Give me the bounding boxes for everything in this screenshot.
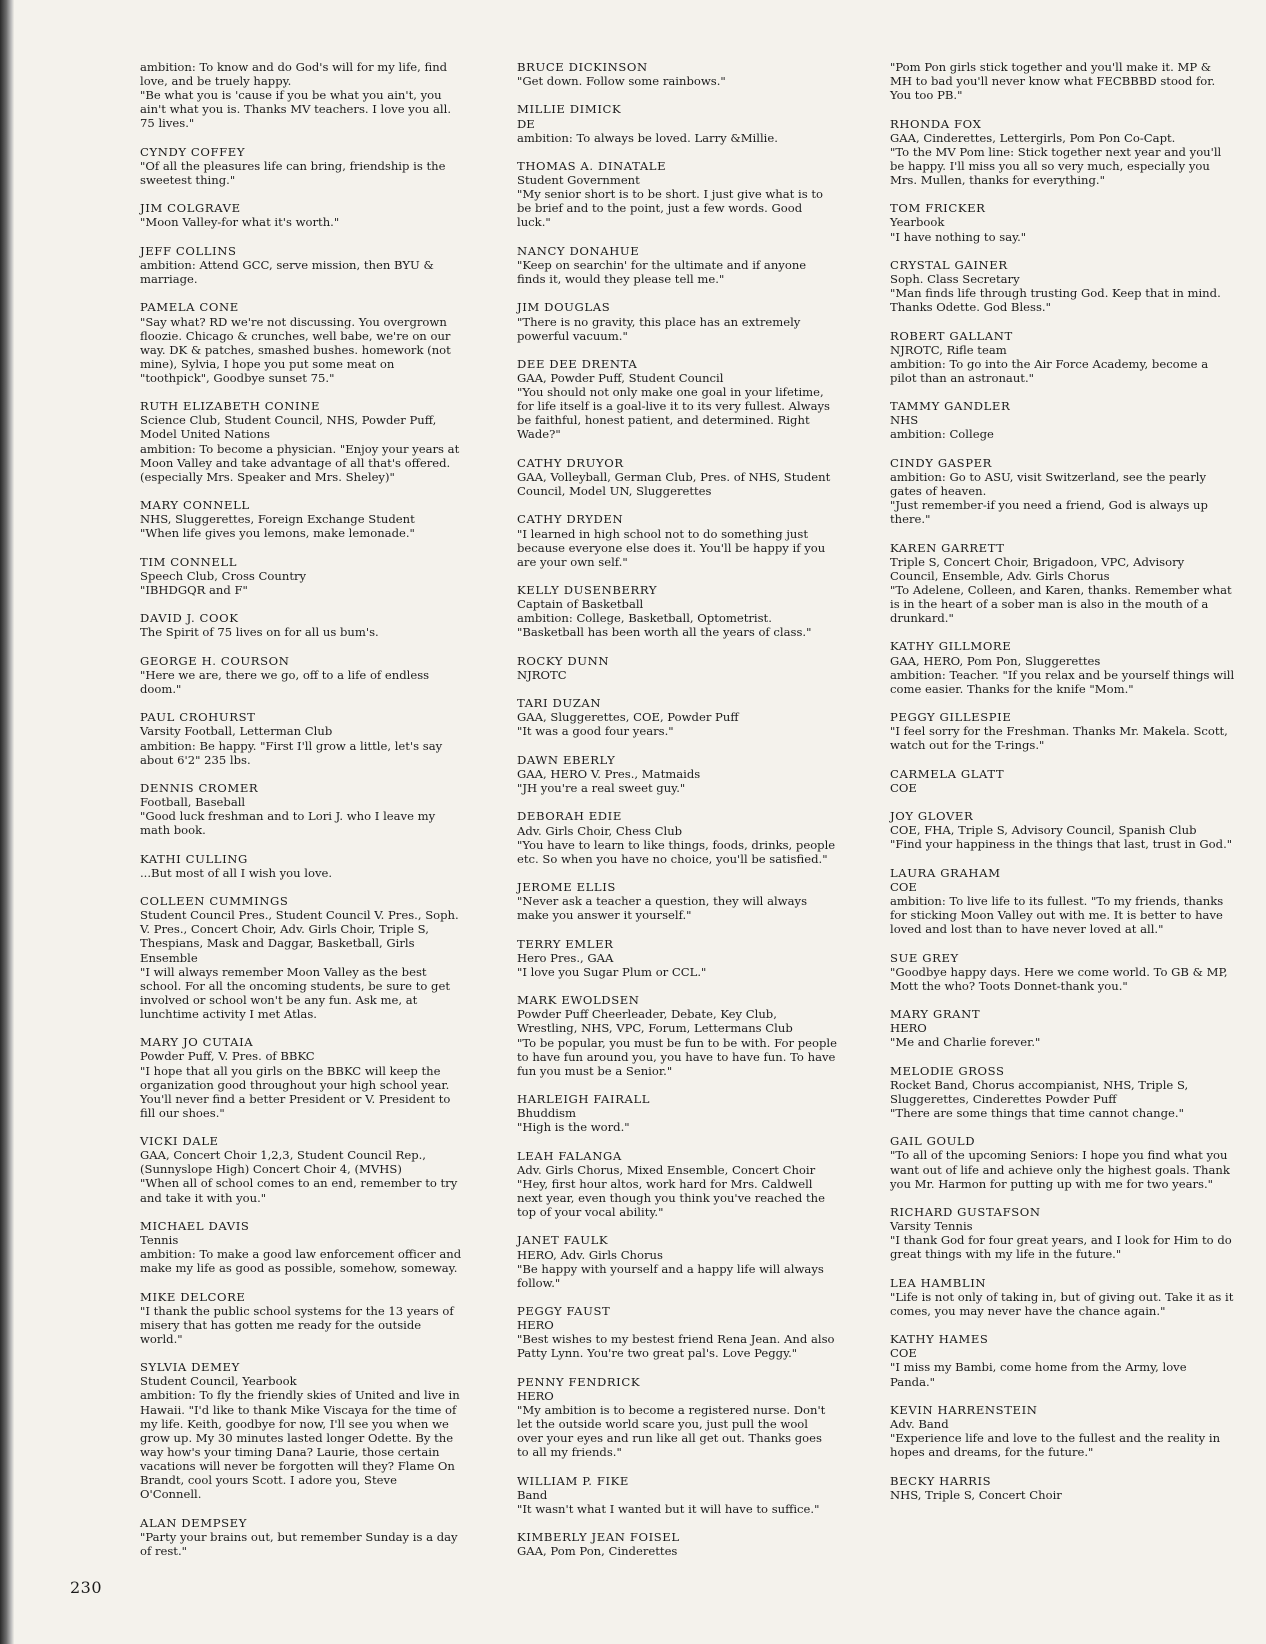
- senior-entry: [140, 852, 462, 880]
- senior-name: VICKI DALE: [140, 1134, 219, 1149]
- senior-name: RUTH ELIZABETH CONINE: [140, 399, 321, 414]
- senior-entry: [890, 201, 1235, 243]
- entry-text-line: Adv. Band: [890, 1417, 949, 1432]
- senior-entry: [140, 1219, 462, 1275]
- entry-text-line: COE, FHA, Triple S, Advisory Council, Spanish Club: [890, 823, 1197, 838]
- senior-entry: [140, 498, 462, 540]
- entry-text-line: Hero Pres., GAA: [517, 950, 614, 965]
- entry-text-line: "Just remember-if you need a friend, God is always up there.": [890, 498, 1208, 527]
- senior-name: LEAH FALANGA: [517, 1148, 622, 1163]
- entry-text-line: Student Council Pres., Student Council V. Pres., Soph. V. Pres., Concert Choir, Adv. Girls Choir, Triple S, Thespians, Mask and Daggar, Basketball, Girls Ensemble: [140, 908, 459, 965]
- senior-name: LAURA GRAHAM: [890, 865, 1001, 880]
- senior-name: LEA HAMBLIN: [890, 1275, 987, 1290]
- senior-name: NANCY DONAHUE: [517, 243, 640, 258]
- senior-entry: [890, 541, 1235, 626]
- entry-text-line: "To the MV Pom line: Stick together next year and you'll be happy. I'll miss you all so very much, especially you Mrs. Mullen, thanks for everything.": [890, 144, 1222, 187]
- entry-text-line: GAA, Volleyball, German Club, Pres. of NHS, Student Council, Model UN, Sluggerettes: [517, 469, 831, 499]
- entry-text-line: COE: [890, 780, 917, 795]
- book-spine-shadow: [0, 0, 14, 1644]
- senior-entry: [517, 1304, 837, 1360]
- senior-entry: [517, 102, 837, 144]
- senior-name: CATHY DRYDEN: [517, 512, 624, 527]
- entry-text-line: "To Adelene, Colleen, and Karen, thanks. Remember what is in the heart of a sober man is also in the mouth of a drunkard.": [890, 582, 1232, 626]
- entry-text-line: "It wasn't what I wanted but it will have to suffice.": [517, 1501, 820, 1516]
- entry-text-line: "You have to learn to like things, foods, drinks, people etc. So when you have no choice, you'll be satisfied.": [517, 837, 836, 866]
- senior-entry: [140, 244, 462, 286]
- entry-text-line: Varsity Football, Letterman Club: [140, 724, 333, 739]
- senior-name: SUE GREY: [890, 950, 959, 965]
- senior-entry: [517, 993, 837, 1078]
- entry-text-line: ambition: To fly the friendly skies of United and live in Hawaii. "I'd like to thank Mike Viscaya for the time of my life. Keith, goodbye for now, I'll see you when we grow up. My 30 minutes lasted longer Odette. By the way how's your timing Dana? Laurie, those certain vacations will never be forgotten will they? Flame On Brandt, cool yours Scott. I adore you, Steve O'Connell.: [140, 1388, 460, 1502]
- senior-entry: [140, 1516, 462, 1558]
- entry-text-line: "There are some things that time cannot change.": [890, 1105, 1184, 1120]
- entry-text-line: "You should not only make one goal in your lifetime, for life itself is a goal-live it to its very fullest. Always be faithful, honest patient, and determined. Right Wade?": [517, 385, 831, 442]
- entry-text-line: "Of all the pleasures life can bring, friendship is the sweetest thing.": [140, 158, 446, 187]
- entry-text-line: ambition: To go into the Air Force Academy, become a pilot than an astronaut.": [890, 356, 1209, 385]
- senior-entry: [517, 357, 837, 442]
- entry-text-line: Powder Puff, V. Pres. of BBKC: [140, 1049, 315, 1064]
- entry-text-line: NHS, Triple S, Concert Choir: [890, 1487, 1062, 1502]
- senior-name: MARY JO CUTAIA: [140, 1035, 254, 1050]
- senior-entry: [890, 1403, 1235, 1459]
- senior-entry: [517, 1092, 837, 1134]
- entry-text-line: Soph. Class Secretary: [890, 272, 1020, 287]
- entry-text-line: "Keep on searchin' for the ultimate and if anyone finds it, would they please tell me.": [517, 257, 807, 287]
- senior-name: WILLIAM P. FIKE: [517, 1473, 629, 1488]
- senior-entry: [890, 258, 1235, 314]
- senior-entry: [140, 555, 462, 597]
- entry-text-line: Speech Club, Cross Country: [140, 568, 307, 583]
- entry-text-line: Powder Puff Cheerleader, Debate, Key Club, Wrestling, NHS, VPC, Forum, Lettermans Club: [517, 1007, 793, 1036]
- senior-name: GEORGE H. COURSON: [140, 653, 290, 668]
- senior-name: KAREN GARRETT: [890, 540, 1005, 555]
- senior-name: SYLVIA DEMEY: [140, 1360, 240, 1375]
- senior-name: BRUCE DICKINSON: [517, 60, 648, 74]
- senior-name: CYNDY COFFEY: [140, 144, 246, 159]
- entry-text-line: Adv. Girls Chorus, Mixed Ensemble, Concert Choir: [517, 1162, 816, 1177]
- entry-text-line: "Never ask a teacher a question, they will always make you answer it yourself.": [517, 894, 808, 923]
- senior-entry: [140, 145, 462, 187]
- senior-entry: [140, 1035, 462, 1120]
- senior-name: TAMMY GANDLER: [890, 399, 1011, 414]
- entry-text-line: HERO: [517, 1318, 554, 1333]
- senior-entry: [890, 639, 1235, 695]
- entry-text-line: "Pom Pon girls stick together and you'll make it. MP & MH to bad you'll never know what FECBBBD stood for. You too PB.": [890, 60, 1216, 103]
- senior-name: JIM DOUGLAS: [517, 300, 611, 315]
- senior-name: COLLEEN CUMMINGS: [140, 894, 289, 909]
- entry-text-line: NHS: [890, 413, 919, 428]
- senior-entry: [517, 1149, 837, 1219]
- senior-name: TIM CONNELL: [140, 554, 237, 569]
- entry-text-line: Band: [517, 1487, 548, 1502]
- senior-entry: [890, 1474, 1235, 1502]
- senior-name: MICHAEL DAVIS: [140, 1218, 250, 1233]
- entry-text-line: Tennis: [140, 1233, 179, 1248]
- senior-name: KATHY GILLMORE: [890, 639, 1012, 654]
- entry-text-line: "It was a good four years.": [517, 724, 674, 739]
- entry-text-line: "Experience life and love to the fullest and the reality in hopes and dreams, for the future.": [890, 1431, 1221, 1460]
- senior-name: CARMELA GLATT: [890, 766, 1005, 781]
- senior-entry: [517, 1375, 837, 1460]
- senior-name: TOM FRICKER: [890, 201, 986, 216]
- entry-text-line: "Find your happiness in the things that last, trust in God.": [890, 837, 1233, 852]
- senior-entry: [140, 781, 462, 837]
- entry-text-line: DE: [517, 116, 535, 131]
- senior-entry: [517, 244, 837, 286]
- entry-text-line: "Be what you is 'cause if you be what you ain't, you ain't what you is. Thanks MV teachers. I love you all. 75 lives.": [140, 88, 452, 131]
- senior-entry: [517, 60, 837, 88]
- entry-text-line: "My ambition is to become a registered nurse. Don't let the outside world scare you, just pull the wool over your eyes and run like all get out. Thanks goes to all my friends.": [517, 1402, 826, 1460]
- senior-name: MELODIE GROSS: [890, 1063, 1005, 1078]
- senior-entry: [890, 117, 1235, 187]
- senior-entry: [890, 1276, 1235, 1318]
- entry-text-line: "My senior short is to be short. I just give what is to be brief and to the point, just a few words. Good luck.": [517, 187, 823, 230]
- senior-name: KATHY HAMES: [890, 1332, 989, 1347]
- entry-text-line: Bhuddism: [517, 1106, 576, 1121]
- entry-text-line: NJROTC, Rifle team: [890, 342, 1007, 357]
- senior-name: DEE DEE DRENTA: [517, 356, 638, 371]
- senior-entry: [890, 1064, 1235, 1120]
- entry-text-line: Varsity Tennis: [890, 1219, 973, 1234]
- entry-text-line: HERO, Adv. Girls Chorus: [517, 1247, 663, 1262]
- senior-entry: [517, 753, 837, 795]
- senior-entry: [517, 1474, 837, 1516]
- entry-text-line: "I thank God for four great years, and I look for Him to do great things with my life in the future.": [890, 1233, 1232, 1262]
- senior-name: THOMAS A. DINATALE: [517, 159, 667, 174]
- senior-name: TERRY EMLER: [517, 936, 614, 951]
- senior-name: ROCKY DUNN: [517, 653, 610, 668]
- entry-text-line: "To all of the upcoming Seniors: I hope you find what you want out of life and achieve only the highest goals. Thank you Mr. Harmon for putting up with me for two years.": [890, 1148, 1230, 1191]
- senior-name: PEGGY GILLESPIE: [890, 710, 1012, 725]
- entry-text-line: "Me and Charlie forever.": [890, 1035, 1041, 1050]
- senior-entry: [140, 710, 462, 766]
- senior-name: TARI DUZAN: [517, 696, 602, 711]
- senior-name: CATHY DRUYOR: [517, 455, 624, 470]
- senior-entry: [890, 767, 1235, 795]
- senior-entry: [890, 710, 1235, 752]
- entry-text-line: "Be happy with yourself and a happy life will always follow.": [517, 1261, 824, 1290]
- entry-text-line: GAA, HERO, Pom Pon, Sluggerettes: [890, 653, 1101, 668]
- senior-entry: [140, 399, 462, 484]
- senior-entry: [517, 654, 837, 682]
- senior-name: PAMELA CONE: [140, 300, 239, 315]
- entry-text-line: ambition: To make a good law enforcement officer and make my life as good as possible, somehow, someway.: [140, 1247, 462, 1276]
- senior-entry: [140, 654, 462, 696]
- entry-text-line: HERO: [517, 1388, 554, 1403]
- senior-name: KIMBERLY JEAN FOISEL: [517, 1530, 680, 1545]
- entry-text-line: "Life is not only of taking in, but of giving out. Take it as it comes, you may never have the chance again.": [890, 1289, 1234, 1318]
- entry-text-line: ambition: To know and do God's will for my life, find love, and be truely happy.: [140, 60, 448, 89]
- senior-entry: [890, 1134, 1235, 1190]
- entry-text-line: "Here we are, there we go, off to a life of endless doom.": [140, 667, 430, 696]
- entry-text-line: "Man finds life through trusting God. Keep that in mind. Thanks Odette. God Bless.": [890, 286, 1221, 315]
- senior-entry: [517, 159, 837, 229]
- entry-text-line: Football, Baseball: [140, 795, 246, 810]
- senior-name: BECKY HARRIS: [890, 1473, 992, 1488]
- entry-text-line: Student Government: [517, 173, 640, 188]
- senior-name: HARLEIGH FAIRALL: [517, 1092, 651, 1107]
- senior-entry: [517, 583, 837, 639]
- senior-name: DAWN EBERLY: [517, 752, 616, 767]
- senior-name: CRYSTAL GAINER: [890, 257, 1008, 272]
- entry-text-line: "I hope that all you girls on the BBKC will keep the organization good throughout your high school year. You'll never find a better President or V. President to fill our shoes.": [140, 1063, 451, 1120]
- senior-name: ALAN DEMPSEY: [140, 1515, 247, 1530]
- entry-text-line: "I learned in high school not to do something just because everyone else does it. You'll be happy if you are your own self.": [517, 526, 826, 569]
- entry-text-line: ambition: Attend GCC, serve mission, then BYU & marriage.: [140, 257, 434, 287]
- entry-text-line: "Goodbye happy days. Here we come world. To GB & MP, Mott the who? Toots Donnet-thank you.": [890, 964, 1228, 993]
- entry-text-line: NHS, Sluggerettes, Foreign Exchange Student: [140, 512, 415, 527]
- entry-text-line: "When life gives you lemons, make lemonade.": [140, 526, 415, 541]
- entry-text-line: "I thank the public school systems for the 13 years of misery that has gotten me ready for the outside world.": [140, 1303, 454, 1346]
- entry-text-line: "JH you're a real sweet guy.": [517, 781, 686, 796]
- entry-text-line: HERO: [890, 1021, 927, 1036]
- senior-name: CINDY GASPER: [890, 455, 992, 470]
- senior-entry: [140, 1360, 462, 1501]
- senior-name: KATHI CULLING: [140, 851, 248, 866]
- senior-entry: [517, 696, 837, 738]
- senior-entry: [517, 512, 837, 568]
- entry-text-line: ambition: Teacher. "If you relax and be yourself things will come easier. Thanks for the knife "Mom.": [890, 667, 1235, 696]
- senior-entry: [890, 1332, 1235, 1388]
- column-2: [517, 60, 837, 1573]
- senior-entry: [890, 1205, 1235, 1261]
- entry-text-line: ambition: To become a physician. "Enjoy your years at Moon Valley and take advantage of all that's offered. (especially Mrs. Speaker and Mrs. Sheley)": [140, 441, 460, 484]
- entry-text-line: "I miss my Bambi, come home from the Army, love Panda.": [890, 1360, 1187, 1389]
- senior-entry: [890, 809, 1235, 851]
- senior-name: PENNY FENDRICK: [517, 1374, 641, 1389]
- senior-entry: [890, 866, 1235, 936]
- senior-name: JEFF COLLINS: [140, 243, 237, 258]
- senior-name: GAIL GOULD: [890, 1134, 976, 1149]
- senior-entry: [517, 300, 837, 342]
- entry-text-line: GAA, Concert Choir 1,2,3, Student Council Rep., (Sunnyslope High) Concert Choir 4, (MVHS): [140, 1148, 426, 1177]
- entry-text-line: COE: [890, 1346, 917, 1361]
- entry-text-line: Adv. Girls Choir, Chess Club: [517, 823, 683, 838]
- senior-name: JOY GLOVER: [890, 809, 974, 824]
- entry-text-line: ambition: College: [890, 427, 994, 442]
- senior-name: DEBORAH EDIE: [517, 809, 622, 824]
- senior-entry: [890, 329, 1235, 385]
- senior-entry: [890, 399, 1235, 441]
- entry-text-line: NJROTC: [517, 667, 567, 682]
- senior-name: PEGGY FAUST: [517, 1304, 611, 1319]
- entry-text-line: "IBHDGQR and F": [140, 582, 248, 597]
- entry-text-line: "To be popular, you must be fun to be with. For people to have fun around you, you have to have fun. To have fun you must be a Senior.": [517, 1035, 837, 1078]
- entry-text-line: GAA, HERO V. Pres., Matmaids: [517, 766, 701, 781]
- entry-text-line: "Get down. Follow some rainbows.": [517, 74, 726, 89]
- entry-text-line: ...But most of all I wish you love.: [140, 865, 333, 880]
- entry-text-line: Student Council, Yearbook: [140, 1374, 297, 1389]
- senior-entry: [140, 1134, 462, 1204]
- entry-text-line: "I have nothing to say.": [890, 229, 1027, 244]
- entry-text-line: ambition: College, Basketball, Optometrist. "Basketball has been worth all the years of class.": [517, 611, 812, 640]
- senior-name: KELLY DUSENBERRY: [517, 583, 658, 598]
- entry-text-line: ambition: Go to ASU, visit Switzerland, see the pearly gates of heaven.: [890, 469, 1206, 499]
- entry-text-line: "Say what? RD we're not discussing. You overgrown floozie. Chicago & crunches, well babe, we're on our way. DK & patches, smashed bushes. homework (not mine), Sylvia, I hope you put some meat on "toothpick", Goodbye sunset 75.": [140, 314, 451, 385]
- entry-text-line: "I feel sorry for the Freshman. Thanks Mr. Makela. Scott, watch out for the T-rings.": [890, 724, 1228, 753]
- entry-text-line: Rocket Band, Chorus accompianist, NHS, Triple S, Sluggerettes, Cinderettes Powder Puff: [890, 1077, 1189, 1106]
- senior-name: MARK EWOLDSEN: [517, 993, 640, 1008]
- entry-text-line: The Spirit of 75 lives on for all us bum's.: [140, 625, 379, 640]
- senior-name: MILLIE DIMICK: [517, 102, 622, 117]
- senior-entry: [890, 60, 1235, 102]
- entry-text-line: ambition: To live life to its fullest. "To my friends, thanks for sticking Moon Valley out with me. It is better to have loved and lost than to have never loved at all.": [890, 893, 1224, 937]
- entry-text-line: "There is no gravity, this place has an extremely powerful vacuum.": [517, 314, 801, 343]
- senior-entry: [140, 300, 462, 385]
- entry-text-line: "When all of school comes to an end, remember to try and take it with you.": [140, 1176, 458, 1205]
- senior-entry: [517, 456, 837, 498]
- senior-name: JEROME ELLIS: [517, 880, 616, 895]
- senior-entry: [140, 1290, 462, 1346]
- column-3: [890, 60, 1235, 1516]
- entry-text-line: "Party your brains out, but remember Sunday is a day of rest.": [140, 1529, 458, 1558]
- entry-text-line: GAA, Pom Pon, Cinderettes: [517, 1544, 678, 1559]
- entry-text-line: COE: [890, 879, 917, 894]
- senior-entry: [140, 894, 462, 1021]
- senior-name: KEVIN HARRENSTEIN: [890, 1402, 1038, 1417]
- senior-entry: [517, 1530, 837, 1558]
- senior-entry: [890, 456, 1235, 526]
- entry-text-line: "I love you Sugar Plum or CCL.": [517, 964, 707, 979]
- senior-entry: [517, 937, 837, 979]
- entry-text-line: Triple S, Concert Choir, Brigadoon, VPC, Advisory Council, Ensemble, Adv. Girls Chorus: [890, 554, 1185, 583]
- senior-entry: [517, 880, 837, 922]
- senior-name: JIM COLGRAVE: [140, 201, 241, 216]
- entry-text-line: "Best wishes to my bestest friend Rena Jean. And also Patty Lynn. You're two great pal's. Love Peggy.": [517, 1332, 835, 1361]
- senior-name: MARY GRANT: [890, 1007, 981, 1022]
- entry-text-line: GAA, Sluggerettes, COE, Powder Puff: [517, 710, 739, 725]
- senior-entry: [140, 611, 462, 639]
- senior-name: PAUL CROHURST: [140, 710, 256, 725]
- senior-entry: [140, 201, 462, 229]
- senior-name: MARY CONNELL: [140, 498, 250, 513]
- senior-entry: [517, 809, 837, 865]
- entry-text-line: "Hey, first hour altos, work hard for Mrs. Caldwell next year, even though you think you've reached the top of your vocal ability.": [517, 1176, 825, 1220]
- page-number: 230: [70, 1578, 103, 1597]
- entry-text-line: ambition: To always be loved. Larry &Millie.: [517, 130, 778, 145]
- senior-name: DAVID J. COOK: [140, 611, 239, 626]
- senior-name: RHONDA FOX: [890, 116, 982, 131]
- entry-text-line: Science Club, Student Council, NHS, Powder Puff, Model United Nations: [140, 413, 437, 442]
- senior-entry: [517, 1233, 837, 1289]
- entry-text-line: "High is the word.": [517, 1120, 630, 1135]
- senior-name: MIKE DELCORE: [140, 1289, 246, 1304]
- entry-text-line: "I will always remember Moon Valley as the best school. For all the oncoming students, be sure to get involved or school won't be any fun. Ask me, at lunchtime activity I met Atlas.: [140, 964, 450, 1021]
- entry-text-line: GAA, Powder Puff, Student Council: [517, 371, 724, 386]
- senior-name: ROBERT GALLANT: [890, 328, 1013, 343]
- entry-text-line: "Good luck freshman and to Lori J. who I leave my math book.: [140, 809, 436, 838]
- entry-text-line: GAA, Cinderettes, Lettergirls, Pom Pon Co-Capt.: [890, 130, 1176, 145]
- senior-name: RICHARD GUSTAFSON: [890, 1205, 1041, 1220]
- senior-name: JANET FAULK: [517, 1233, 609, 1248]
- senior-entry: [890, 951, 1235, 993]
- senior-entry: [890, 1007, 1235, 1049]
- entry-text-line: "Moon Valley-for what it's worth.": [140, 215, 340, 230]
- senior-name: DENNIS CROMER: [140, 781, 259, 796]
- senior-entry: [140, 60, 462, 130]
- entry-text-line: Yearbook: [890, 215, 945, 230]
- entry-text-line: ambition: Be happy. "First I'll grow a little, let's say about 6'2" 235 lbs.: [140, 738, 443, 767]
- column-1: [140, 60, 462, 1572]
- entry-text-line: Captain of Basketball: [517, 597, 644, 612]
